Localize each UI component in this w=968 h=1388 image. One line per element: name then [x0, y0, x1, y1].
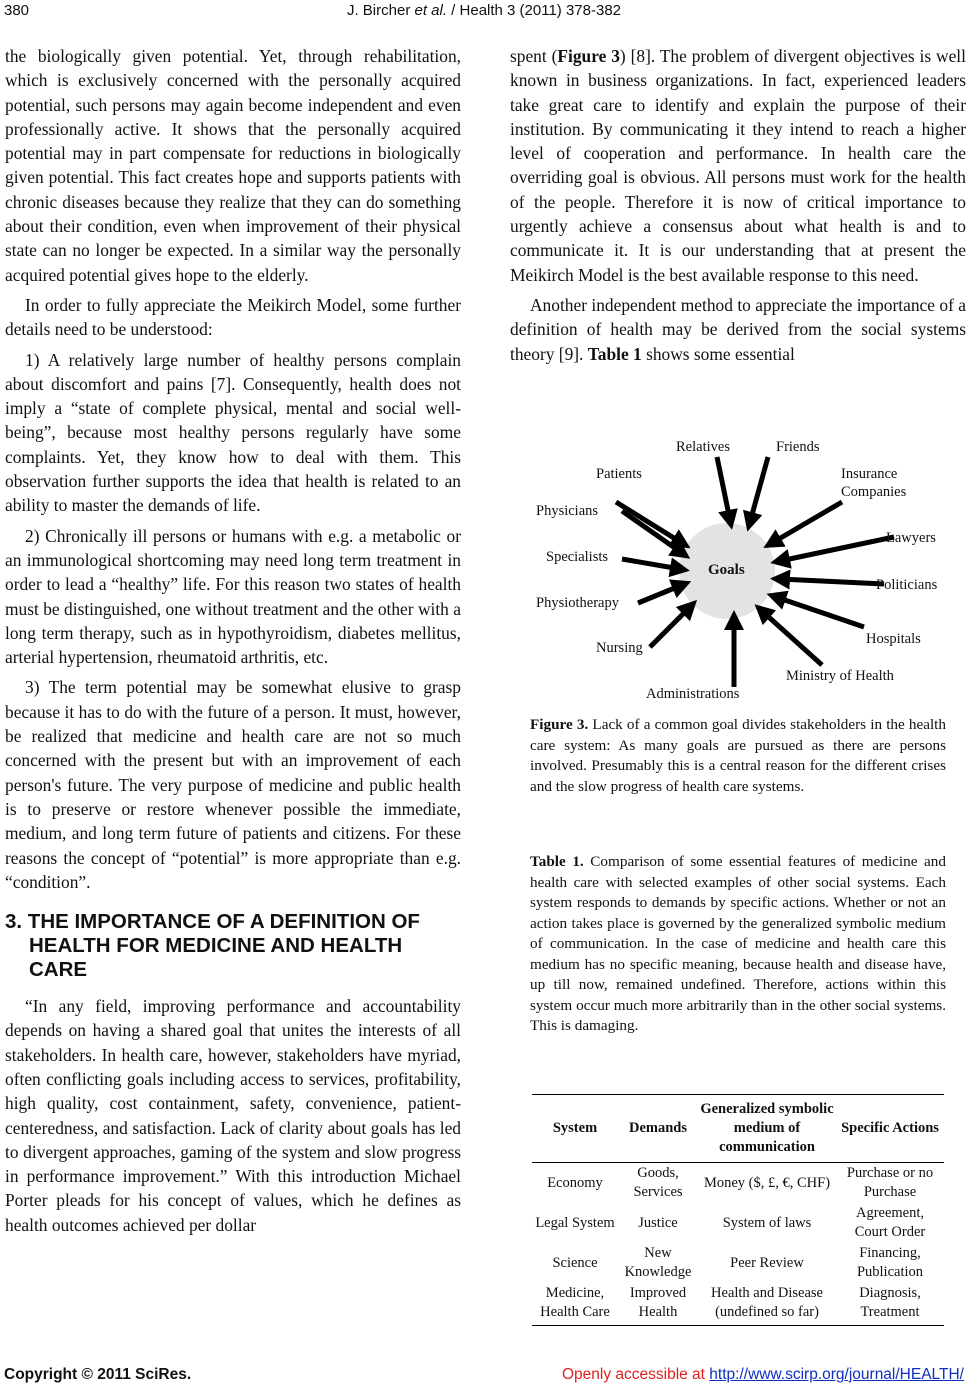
running-header — [0, 2, 968, 24]
figure-label: Specialists — [546, 549, 609, 565]
table-cell: Purchase or no Purchase — [846, 1165, 934, 1200]
paragraph: spent (Figure 3) [8]. The problem of divergent objectives is well known in business organizations. In fact, experienced leaders take great care to identify and explain the purpose of their institution. By communicating it they intend to reach a higher level of cooperation and performance. In health care the overriding goal is obvious. All persons must work for the health of the people. Therefore it is now of critical importance to urgently achieve a consensus about what health is and to communicate it. It is our understanding that at present the Meikirch Model is the best available response to this need. — [510, 46, 966, 285]
paragraph: 2) Chronically ill persons or humans with e.g. a metabolic or an immunological shortcoming may need long term treatment in order to lead a “healthy” life. For this reason two states of health must be distinguished, one without treatment and the other with a long term therapy, such as in hypothyroidism, diabetes mellitus, arterial hypertension, rheumatoid arthritis, etc. — [5, 525, 461, 668]
stakeholder-arrow — [776, 597, 864, 627]
open-access-notice: Openly accessible at http://www.scirp.org/journal/HEALTH/ — [561, 1366, 964, 1383]
figure-label: Politicians — [876, 577, 938, 593]
stakeholder-arrow — [750, 457, 768, 522]
table-cell: Diagnosis, Treatment — [836, 1283, 944, 1326]
paragraph: 1) A relatively large number of healthy persons complain about discomfort and pains [7]. Consequently, health does not imply a “state of complete physical, mental and social well-being”, because most healthy persons regularly have some complaints. Yet, they know how to deal with them. This observation further supports the idea that health is related to an ability to master the demands of life. — [5, 349, 461, 516]
table-cell: Justice — [638, 1214, 678, 1231]
figure-3-diagram — [520, 425, 960, 715]
figure-label: Nursing — [596, 640, 643, 656]
figure-label: Relatives — [676, 439, 730, 455]
page-number: 380 — [4, 2, 30, 19]
table-cell: Peer Review — [730, 1254, 804, 1271]
paragraph: “In any field, improving performance and accountability depends on having a shared goal that unites the interests of all stakeholders. In health care, however, stakeholders have myriad, often conflicting goals including access to services, profitability, high quality, cost containment, safety, convenience, patient-centeredness, and satisfaction. Lack of clarity about goals has led to divergent approaches, gaming of the system and slow progress in performance improvement.” With this introduction Michael Porter pleads for his concept of values, which he defines as health outcomes achieved per dollar — [5, 996, 461, 1235]
copyright-notice: Copyright © 2011 SciRes. — [4, 1366, 192, 1383]
journal-citation: J. Bircher et al. / Health 3 (2011) 378-382 — [346, 2, 622, 19]
table-row — [532, 1283, 944, 1326]
table-cell: Science — [552, 1254, 598, 1271]
stakeholder-arrow — [772, 502, 842, 543]
table-cell: Agreement, Court Order — [854, 1205, 926, 1240]
stakeholder-arrow — [780, 537, 894, 561]
table-header-row — [532, 1095, 944, 1163]
table-cell: Legal System — [535, 1214, 615, 1231]
paragraph: Another independent method to appreciate the importance of a definition of health may be derived from the social systems theory [9]. Table 1 shows some essential — [510, 294, 966, 364]
figure-label: Lawyers — [886, 530, 936, 546]
figure-caption: Figure 3. Lack of a common goal divides stakeholders in the health care system: As many goals are pursued as there are persons involved. Presumably this is a central reason for the different crises and the slow progress of health care systems. — [530, 716, 946, 795]
table-cell: System of laws — [722, 1214, 812, 1231]
table-row — [532, 1243, 944, 1283]
figure-label: Physicians — [536, 503, 599, 519]
figure-label: Companies — [841, 484, 907, 500]
table-row — [532, 1203, 944, 1243]
paragraph: the biologically given potential. Yet, through rehabilitation, which is exclusively concerned with the personally acquired potential, such persons may again become independent and even professionally active. It shows that the personally acquired potential may in part compensate for reductions in biologically given potential. This fact creates hope and supports patients with chronic diseases because they realize that they can do something about their condition, even when improvement of their physical state can no longer be expected. In a similar way the personally acquired potential gives hope to the elderly. — [5, 46, 461, 285]
paragraph: In order to fully appreciate the Meikirch Model, some further details need to be understood: — [5, 294, 461, 340]
column-header: Demands — [618, 1095, 698, 1163]
table-cell: Improved Health — [618, 1283, 698, 1326]
figure-label: Physiotherapy — [536, 595, 619, 611]
stakeholder-arrow — [650, 607, 690, 647]
column-header: Specific Actions — [836, 1095, 944, 1163]
figure-label: Insurance — [841, 466, 898, 482]
table-cell: Money ($, £, €, CHF) — [703, 1174, 831, 1191]
figure-label: Friends — [776, 439, 820, 455]
table-caption: Table 1. Comparison of some essential features of medicine and health care with selected examples of other social systems. Each system responds to demands by specific actions. Whether or not an action takes place is governed by the generalized symbolic medium of communication. In the case of medicine and health care this medium has no specific meaning, because health and disease have, up till now, remained undefined. Therefore, actions within this system occur much more arbitrarily than in the other social systems. This is damaging. — [530, 853, 946, 1034]
left-column — [5, 44, 461, 1237]
journal-link[interactable]: http://www.scirp.org/journal/HEALTH/ — [709, 1366, 964, 1383]
table-cell: Goods, Services — [633, 1165, 683, 1200]
figure-label: Administrations — [646, 686, 740, 702]
stakeholder-arrow — [638, 585, 682, 603]
stakeholder-arrow — [780, 579, 884, 584]
table-reference: Table 1 — [587, 343, 642, 364]
table-cell: Financing, Publication — [856, 1245, 924, 1280]
paragraph: 3) The term potential may be somewhat elusive to grasp because it has to do with the future of a person. It must, however, be realized that medicine and health care are not so much concerned with the present but with an improvement of each person's future. The very purpose of medicine and public health is to preserve or restore whenever possible the immediate, medium, and long term future of patients and citizens. For these reasons the concept of “potential” is more appropriate than e.g. “condition”. — [5, 677, 461, 892]
stakeholder-arrow — [622, 511, 682, 553]
stakeholder-arrow — [616, 502, 682, 543]
table-1 — [532, 1094, 944, 1326]
section-heading: 3. THE IMPORTANCE OF A DEFINITION OF HEALTH FOR MEDICINE AND HEALTH CARE — [5, 910, 420, 982]
figure-label: Hospitals — [866, 631, 921, 647]
right-column — [510, 44, 966, 366]
column-header: Generalized symbolic medium of communication — [698, 1095, 836, 1163]
table-cell: Health and Disease (undefined so far) — [698, 1283, 836, 1326]
figure-reference: Figure 3 — [557, 46, 620, 66]
stakeholder-arrow — [762, 611, 822, 665]
table-cell: New Knowledge — [624, 1245, 692, 1280]
table-cell: Economy — [547, 1174, 603, 1191]
table-row — [532, 1163, 944, 1204]
stakeholder-arrow — [717, 457, 730, 520]
figure-label: Patients — [596, 466, 642, 482]
table-cell: Medicine, Health Care — [532, 1283, 618, 1326]
goals-label: Goals — [708, 562, 745, 578]
column-header: System — [532, 1095, 618, 1163]
figure-label: Ministry of Health — [786, 668, 894, 684]
stakeholder-arrow — [622, 559, 680, 569]
